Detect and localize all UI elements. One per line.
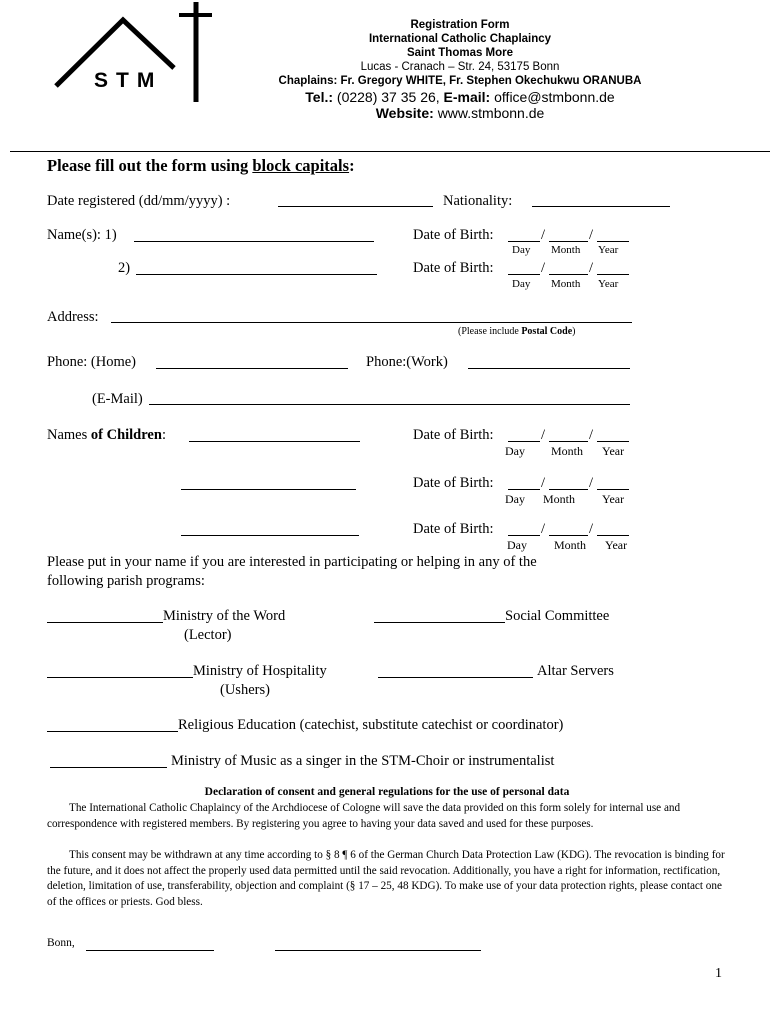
website-value[interactable]: www.stmbonn.de	[437, 105, 545, 121]
social-committee-label: Social Committee	[505, 608, 610, 624]
address-field[interactable]	[111, 322, 632, 323]
website-label: Website:	[375, 105, 434, 121]
altar-servers-label: Altar Servers	[537, 663, 614, 679]
ministry-music-label: Ministry of Music as a singer in the STM-Choir or instrumentalist	[171, 753, 555, 769]
signature-field[interactable]	[275, 950, 481, 951]
child1-dob-year-caption: Year	[602, 444, 625, 458]
dob2-day-caption: Day	[512, 278, 531, 290]
ministry-hospitality-field[interactable]	[47, 677, 193, 678]
email-label: E-mail:	[443, 89, 491, 105]
declaration-para2: This consent may be withdrawn at any time according to § 8 ¶ 6 of the German Church Data Protection Law (KDG). The revocation is binding for the future, and it does not affect the properly used data permitted until the said revocation. Additionally, you have a right for information, rectification, deletion, limitation of use, transferability, objection and complaint (§ 17 – 25, 48 KDG). To make use of your data protection rights, please contact one of the offices or priests. God bless.	[47, 849, 725, 908]
child3-dob-month-caption: Month	[554, 538, 587, 552]
child2-dob-year-field[interactable]	[597, 489, 629, 490]
dob1-month-caption: Month	[551, 244, 581, 256]
child1-dob-month-caption: Month	[551, 444, 584, 458]
chaplains-value: Fr. Gregory WHITE, Fr. Stephen Okechukwu ORANUBA	[340, 75, 642, 87]
child3-dob-day-caption: Day	[507, 538, 527, 552]
header-divider	[10, 151, 770, 152]
programs-intro-line1: Please put in your name if you are interested in participating or helping in any of the	[47, 554, 537, 570]
child1-field[interactable]	[189, 441, 360, 442]
child3-dob-label: Date of Birth:	[413, 521, 494, 537]
child2-dob-year-caption: Year	[602, 492, 625, 506]
form-title: Registration Form	[410, 19, 510, 31]
name2-label: 2)	[118, 260, 131, 276]
child2-dob-month-field[interactable]	[549, 489, 588, 490]
religious-education-label: Religious Education (catechist, substitute catechist or coordinator)	[178, 717, 564, 733]
ministry-hospitality-label: Ministry of Hospitality	[193, 663, 327, 679]
parish-name: Saint Thomas More	[406, 47, 514, 59]
declaration-title: Declaration of consent and general regulations for the use of personal data	[204, 786, 570, 798]
tel-value: (0228) 37 35 26,	[336, 89, 440, 105]
dob1-year-field[interactable]	[597, 241, 629, 242]
phone-home-label: Phone: (Home)	[47, 354, 136, 370]
religious-education-field[interactable]	[47, 731, 178, 732]
dob1-month-field[interactable]	[549, 241, 588, 242]
postal-code-note: (Please include Postal Code)	[458, 326, 576, 337]
phone-home-field[interactable]	[156, 368, 348, 369]
child2-dob-day-caption: Day	[505, 492, 525, 506]
phone-work-label: Phone:(Work)	[366, 354, 448, 370]
email-field[interactable]	[149, 404, 630, 405]
child2-dob-label: Date of Birth:	[413, 475, 494, 491]
contact-line	[250, 89, 670, 105]
parish-address: Lucas - Cranach – Str. 24, 53175 Bonn	[360, 61, 560, 73]
child1-dob-day-caption: Day	[505, 444, 525, 458]
dob1-day-caption: Day	[512, 244, 531, 256]
child2-dob-month-caption: Month	[543, 492, 576, 506]
child3-dob-month-field[interactable]	[549, 535, 588, 536]
address-label: Address:	[47, 309, 99, 325]
ministry-word-label: Ministry of the Word	[163, 608, 286, 624]
dob1-label: Date of Birth:	[413, 227, 494, 243]
declaration-para1: The International Catholic Chaplaincy of the Archdiocese of Cologne will save the data provided on this form solely for internal use and correspondence with registered members. By registering you agree to having your data saved and used for these purposes.	[47, 802, 681, 830]
child2-dob-day-field[interactable]	[508, 489, 540, 490]
instruction-emphasis: block capitals	[252, 156, 350, 175]
ushers-label: (Ushers)	[220, 682, 270, 698]
dob2-day-field[interactable]	[508, 274, 540, 275]
name1-field[interactable]	[134, 241, 374, 242]
email-field-label: (E-Mail)	[92, 391, 143, 407]
altar-servers-field[interactable]	[378, 677, 533, 678]
nationality-field[interactable]	[532, 206, 670, 207]
child2-field[interactable]	[181, 489, 356, 490]
dob2-label: Date of Birth:	[413, 260, 494, 276]
child1-dob-month-field[interactable]	[549, 441, 588, 442]
chaplains-label: Chaplains:	[278, 75, 338, 87]
dob2-year-caption: Year	[598, 278, 619, 290]
child1-dob-day-field[interactable]	[508, 441, 540, 442]
child1-dob-year-field[interactable]	[597, 441, 629, 442]
logo-text: STM	[94, 69, 163, 92]
dob1-year-caption: Year	[598, 244, 619, 256]
nationality-label: Nationality:	[443, 193, 513, 209]
date-registered-field[interactable]	[278, 206, 433, 207]
dob2-month-field[interactable]	[549, 274, 588, 275]
name1-label: Name(s): 1)	[47, 227, 117, 243]
website-line	[250, 105, 670, 121]
ministry-word-field[interactable]	[47, 622, 163, 623]
name2-field[interactable]	[136, 274, 377, 275]
lector-label: (Lector)	[184, 627, 232, 643]
date-registered-label: Date registered (dd/mm/yyyy) :	[47, 193, 231, 209]
org-name: International Catholic Chaplaincy	[368, 33, 552, 45]
phone-work-field[interactable]	[468, 368, 630, 369]
programs-intro-line2: following parish programs:	[47, 573, 205, 589]
tel-label: Tel.:	[305, 89, 334, 105]
dob1-day-field[interactable]	[508, 241, 540, 242]
signature-date-field[interactable]	[86, 950, 214, 951]
dob2-year-field[interactable]	[597, 274, 629, 275]
child1-dob-label: Date of Birth:	[413, 427, 494, 443]
child3-dob-year-field[interactable]	[597, 535, 629, 536]
child3-dob-day-field[interactable]	[508, 535, 540, 536]
social-committee-field[interactable]	[374, 622, 505, 623]
dob2-month-caption: Month	[551, 278, 581, 290]
logo	[50, 0, 220, 105]
ministry-music-field[interactable]	[50, 767, 167, 768]
page-number: 1	[715, 966, 722, 981]
chaplains-line	[250, 74, 670, 88]
child3-dob-year-caption: Year	[605, 538, 628, 552]
instruction: Please fill out the form using block capitals:	[47, 156, 355, 175]
children-label: Names of Children:	[47, 427, 166, 443]
bonn-label: Bonn,	[47, 937, 75, 949]
child3-field[interactable]	[181, 535, 359, 536]
email-value[interactable]: office@stmbonn.de	[494, 89, 615, 105]
